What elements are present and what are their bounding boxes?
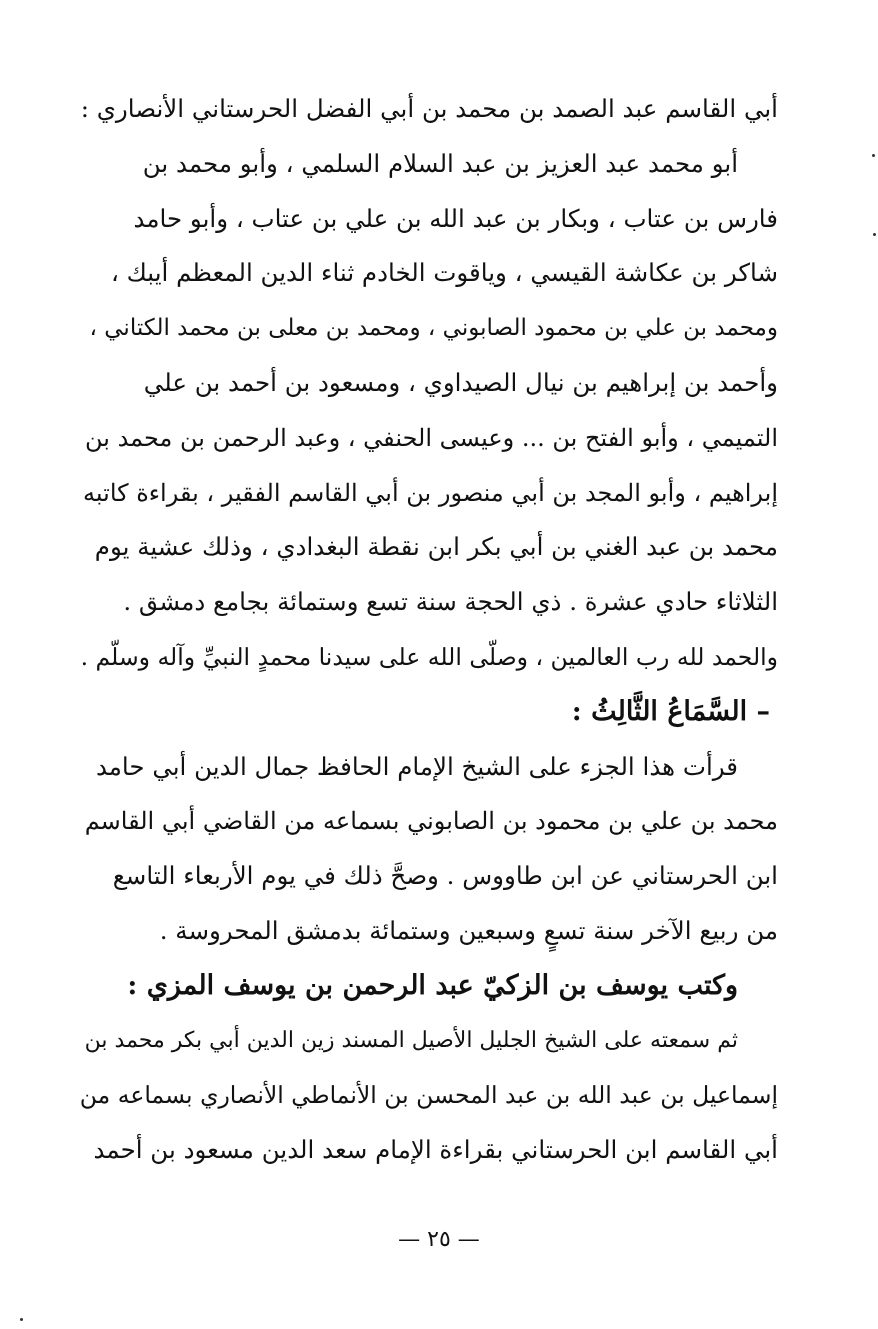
text-line: شاكر بن عكاشة القيسي ، وياقوت الخادم ثناء الدين المعظم أيبك ، — [110, 258, 778, 288]
scan-speck — [20, 1318, 23, 1321]
text-line: محمد بن علي بن محمود بن الصابوني بسماعه من القاضي أبي القاسم — [84, 807, 778, 836]
page-number: — ٢٥ — — [398, 1227, 480, 1252]
text-line: التميمي ، وأبو الفتح بن ... وعيسى الحنفي ، وعبد الرحمن بن محمد بن — [84, 423, 778, 452]
text-line: ومحمد بن علي بن محمود الصابوني ، ومحمد بن معلى بن محمد الكتاني ، — [89, 315, 778, 342]
text-line: ثم سمعته على الشيخ الجليل الأصيل المسند زين الدين أبي بكر محمد بن — [84, 1027, 738, 1053]
scan-speck — [872, 154, 875, 157]
text-line: محمد بن عبد الغني بن أبي بكر ابن نقطة البغدادي ، وذلك عشية يوم — [94, 532, 778, 562]
text-line: والحمد لله رب العالمين ، وصلّى الله على سيدنا محمدٍ النبيِّ وآله وسلّم . — [80, 642, 778, 671]
text-line: إبراهيم ، وأبو المجد بن أبي منصور بن أبي القاسم الفقير ، بقراءة كاتبه — [83, 478, 778, 507]
text-line: أبي القاسم ابن الحرستاني بقراءة الإمام سعد الدين مسعود بن أحمد — [93, 1135, 778, 1165]
document-body — [80, 82, 778, 1178]
text-line: من ربيع الآخر سنة تسعٍ وسبعين وستمائة بدمشق المحروسة . — [159, 915, 778, 945]
text-line: إسماعيل بن عبد الله بن عبد المحسن بن الأنماطي الأنصاري بسماعه من — [79, 1081, 778, 1110]
scan-speck — [873, 233, 876, 236]
text-line: الثلاثاء حادي عشرة . ذي الحجة سنة تسع وستمائة بجامع دمشق . — [123, 587, 778, 617]
text-line: أبو محمد عبد العزيز بن عبد السلام السلمي ، وأبو محمد بن — [142, 148, 738, 178]
signature-line: وكتب يوسف بن الزكيّ عبد الرحمن بن يوسف المزي : — [127, 969, 738, 1001]
text-line: قرأت هذا الجزء على الشيخ الإمام الحافظ جمال الدين أبي حامد — [95, 751, 738, 781]
section-heading: – السَّمَاعُ الثَّالِثُ : — [571, 695, 770, 727]
text-line: وأحمد بن إبراهيم بن نيال الصيداوي ، ومسعود بن أحمد بن علي — [143, 367, 778, 397]
text-line: فارس بن عتاب ، وبكار بن عبد الله بن علي بن عتاب ، وأبو حامد — [133, 203, 778, 233]
text-line: ابن الحرستاني عن ابن طاووس . وصحَّ ذلك في يوم الأربعاء التاسع — [112, 861, 778, 891]
text-line: أبي القاسم عبد الصمد بن محمد بن أبي الفضل الحرستاني الأنصاري : — [80, 94, 778, 123]
